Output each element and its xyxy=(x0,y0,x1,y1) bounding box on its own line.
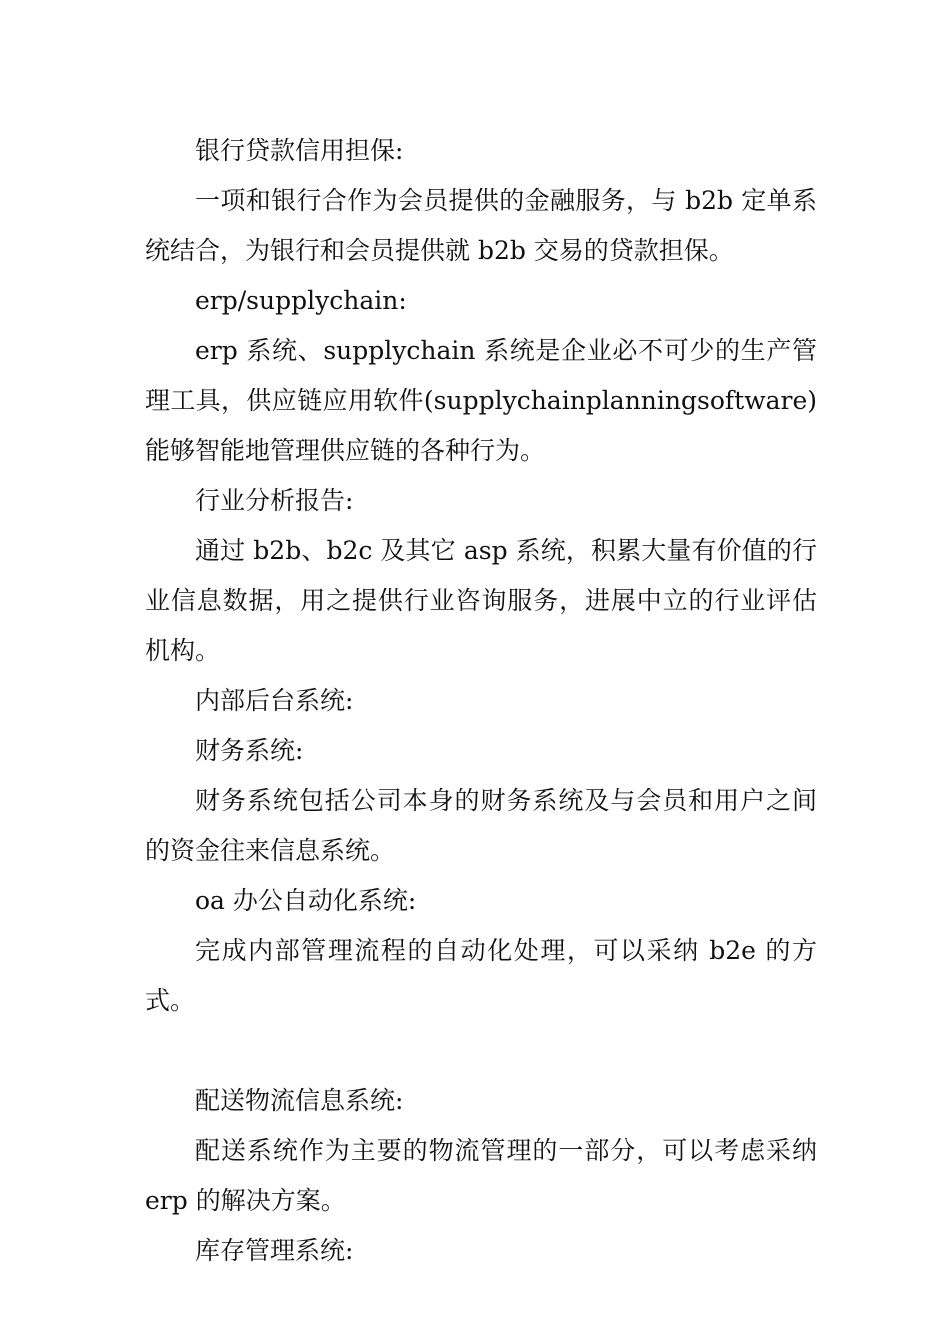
paragraph-bank-loan-guarantee: 一项和银行合作为会员提供的金融服务，与 b2b 定单系统结合，为银行和会员提供就 b2b 交易的贷款担保。 xyxy=(145,186,817,265)
document-body xyxy=(145,126,817,1276)
paragraph-finance-system: 财务系统包括公司本身的财务系统及与会员和用户之间的资金往来信息系统。 xyxy=(145,786,817,865)
paragraph-industry-report: 通过 b2b、b2c 及其它 asp 系统，积累大量有价值的行业信息数据，用之提供行业咨询服务，进展中立的行业评估机构。 xyxy=(145,536,817,665)
section-heading-finance-system: 财务系统: xyxy=(195,736,304,765)
section-heading-inventory-system: 库存管理系统: xyxy=(195,1236,354,1265)
section-heading-bank-loan-guarantee: 银行贷款信用担保: xyxy=(195,136,404,165)
section-heading-oa-system: oa 办公自动化系统: xyxy=(195,886,417,915)
section-heading-erp-supplychain: erp/supplychain: xyxy=(195,286,407,315)
section-heading-internal-backend: 内部后台系统: xyxy=(195,686,354,715)
paragraph-oa-system: 完成内部管理流程的自动化处理，可以采纳 b2e 的方式。 xyxy=(145,936,817,1015)
paragraph-logistics-system: 配送系统作为主要的物流管理的一部分，可以考虑采纳 erp 的解决方案。 xyxy=(145,1136,817,1215)
paragraph-erp-supplychain: erp 系统、supplychain 系统是企业必不可少的生产管理工具，供应链应用软件(supplychainplanningsoftware)能够智能地管理供应链的各种行为。 xyxy=(145,336,817,465)
section-heading-logistics-system: 配送物流信息系统: xyxy=(195,1086,404,1115)
section-heading-industry-report: 行业分析报告: xyxy=(195,486,354,515)
